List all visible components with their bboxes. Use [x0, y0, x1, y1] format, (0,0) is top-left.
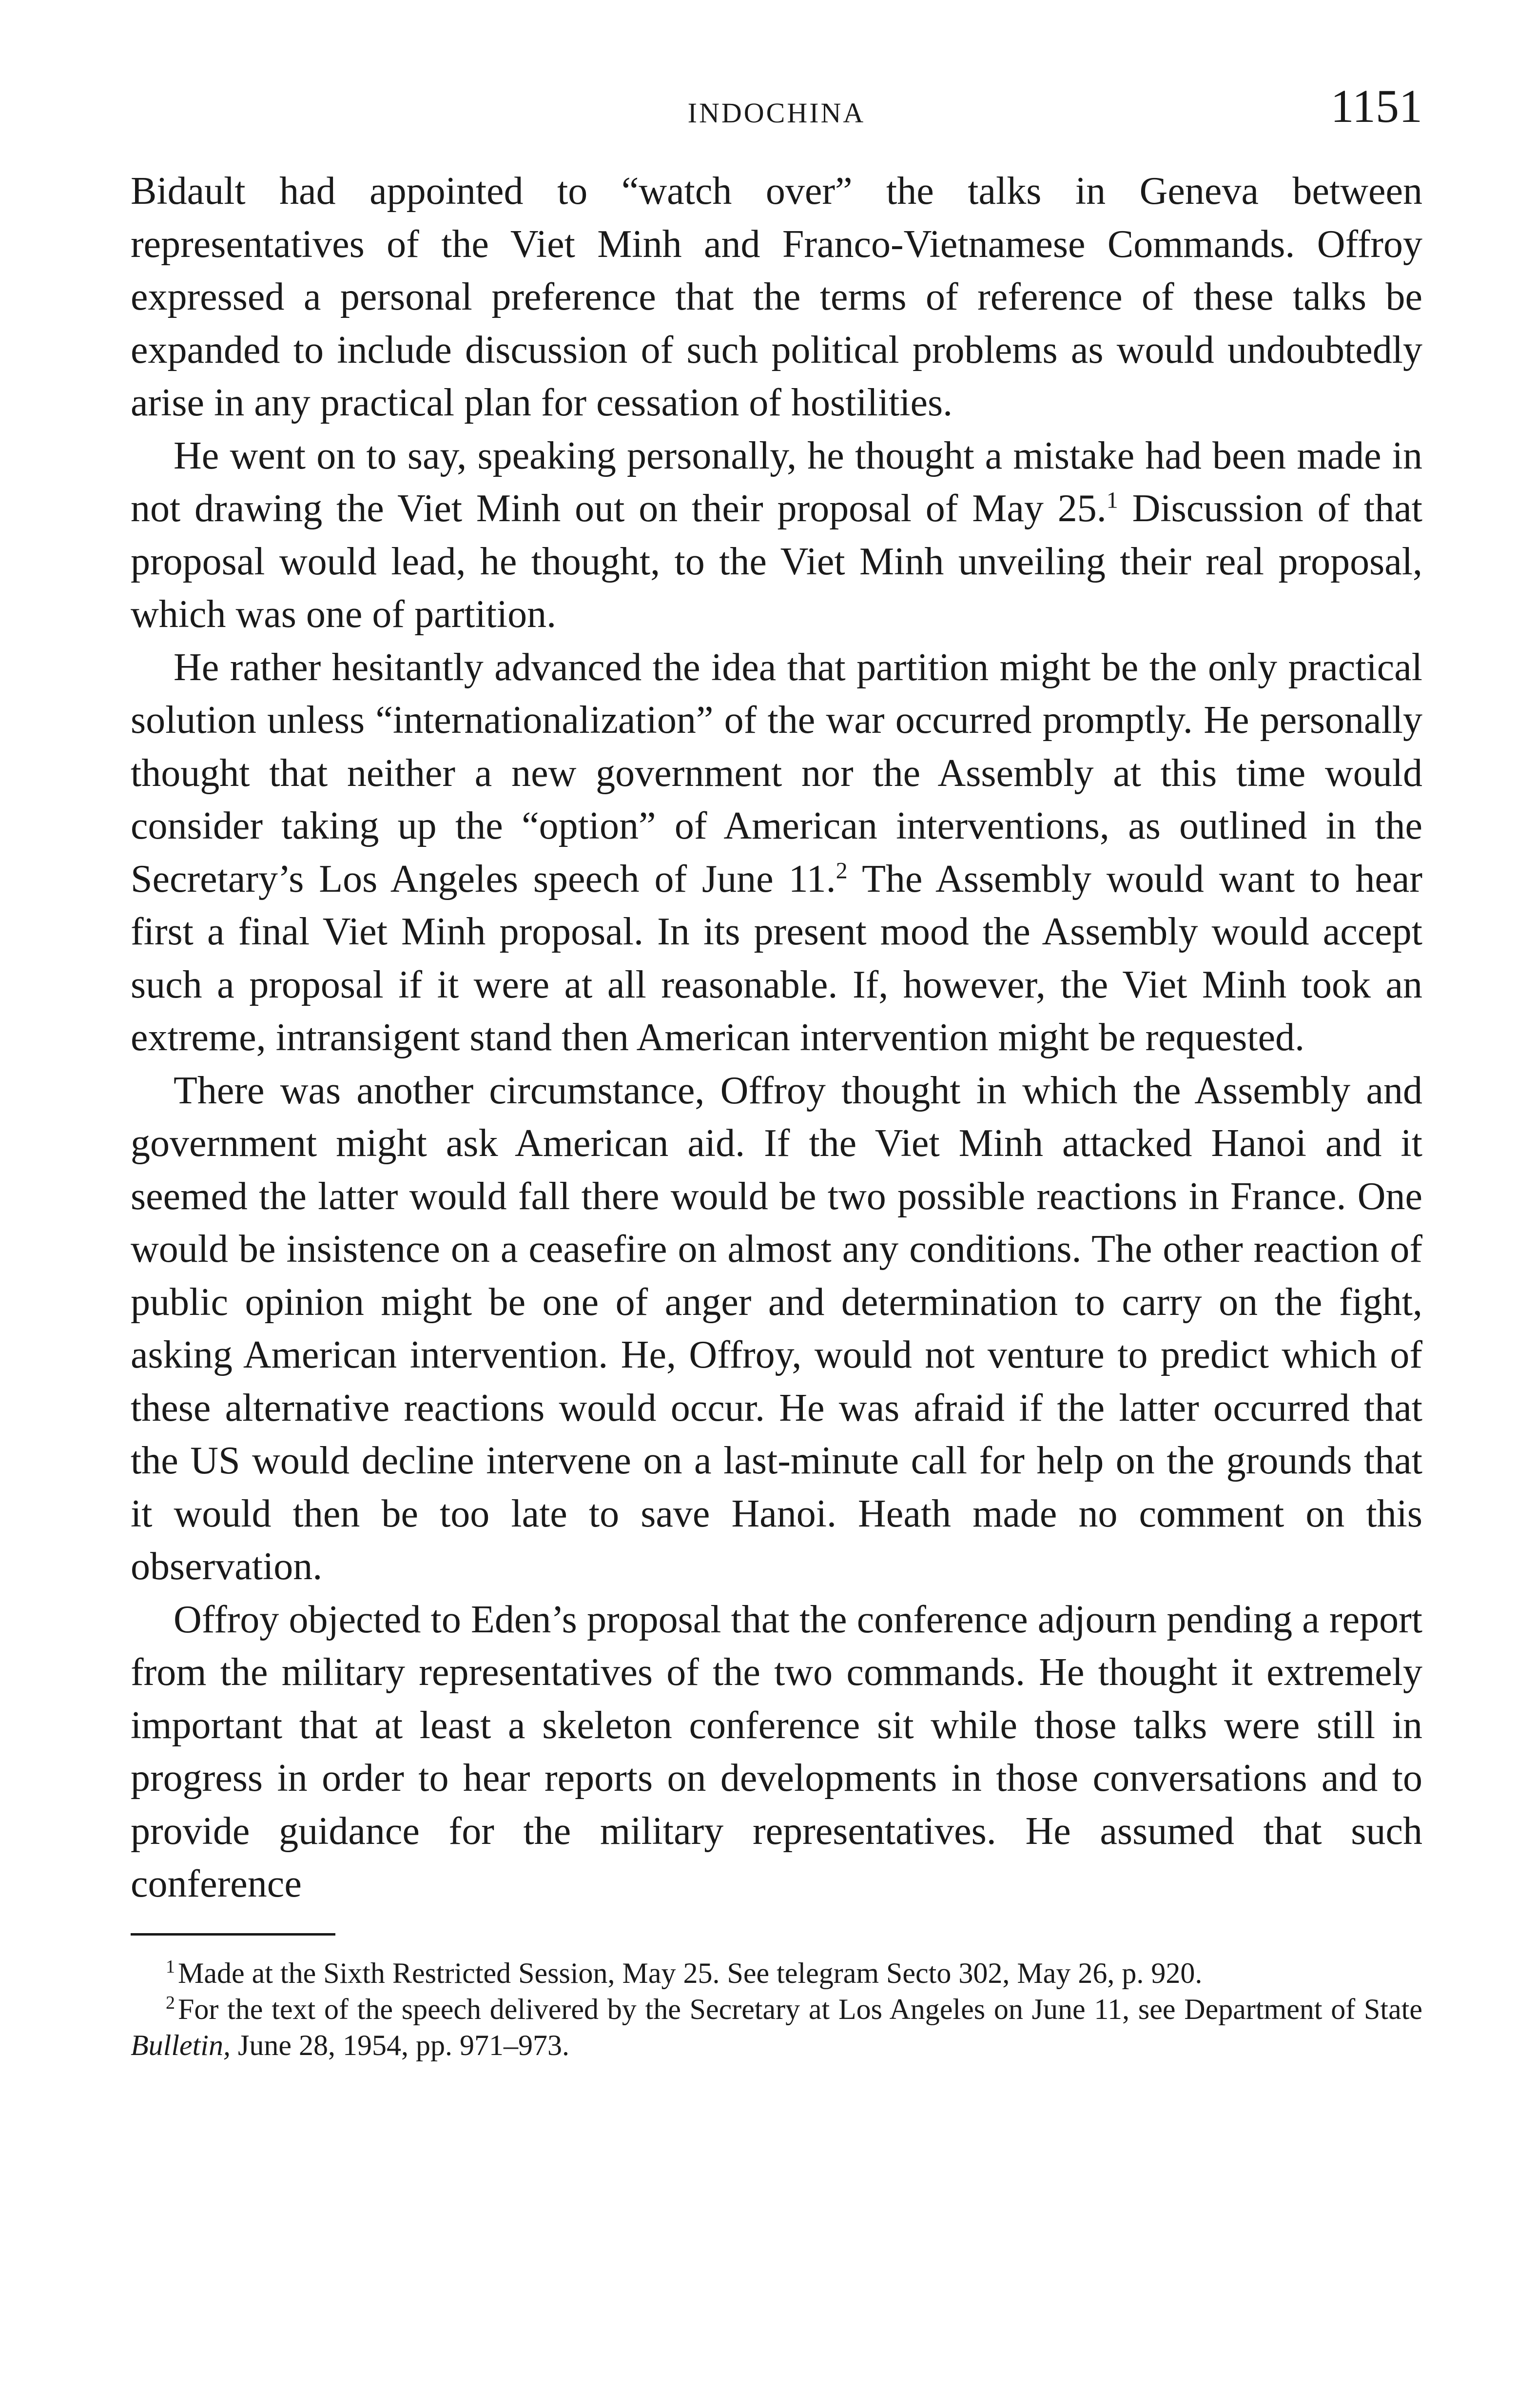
footnote-divider — [131, 1933, 335, 1936]
footnote-2-marker: 2 — [166, 1992, 175, 2013]
paragraph-2-text-a: He went on to say, speaking personally, he thought a mistake had been made in not drawing the Viet Minh out on their proposal of May 25. — [131, 434, 1422, 530]
footnote-1-text: Made at the Sixth Restricted Session, May 25. See telegram Secto 302, May 26, p. 920. — [178, 1957, 1203, 1989]
paragraph-4-text: There was another circumstance, Offroy thought in which the Assembly and government might ask American aid. If the Viet Minh attacked Hanoi and it seemed the latter would fall there would be two possible reactions in France. One would be insistence on a ceasefire on almost any conditions. The other reaction of public opinion might be one of anger and determination to carry on the fight, asking American intervention. He, Offroy, would not venture to predict which of these alternative reactions would occur. He was afraid if the latter occurred that the US would decline intervene on a last-minute call for help on the grounds that it would then be too late to save Hanoi. Heath made no comment on this observation. — [131, 1069, 1422, 1588]
footnote-1 — [131, 1955, 1422, 1991]
running-title: INDOCHINA — [687, 97, 866, 129]
paragraph-5-text: Offroy objected to Eden’s proposal that the conference adjourn pending a report from the military representatives of the two commands. He thought it extremely important that at least a skeleton conference sit while those talks were still in progress in order to hear reports on developments in those conversations and to provide guidance for the military representatives. He assumed that such conference — [131, 1598, 1422, 1905]
footnote-2-text-a: For the text of the speech delivered by the Secretary at Los Angeles on June 11, see Department of State — [178, 1993, 1422, 2025]
footnote-reference-1[interactable]: 1 — [1106, 487, 1118, 513]
paragraph-2-text-b: Discussion of that proposal would lead, he thought, to the Viet Minh unveiling their real proposal, which was one of partition. — [131, 487, 1423, 636]
page-number: 1151 — [1330, 80, 1422, 132]
paragraph-5 — [131, 1593, 1422, 1911]
paragraph-3 — [131, 641, 1422, 1064]
footnote-1-marker: 1 — [166, 1956, 175, 1977]
footnote-reference-2[interactable]: 2 — [836, 857, 848, 883]
footnote-2 — [131, 1991, 1422, 2063]
running-header — [131, 80, 1422, 141]
paragraph-1-text: Bidault had appointed to “watch over” the talks in Geneva between representatives of the Viet Minh and Franco-Vietnamese Commands. Offroy expressed a personal preference that the terms of reference of these talks be expanded to include discussion of such political problems as would undoubtedly arise in any practical plan for cessation of hostilities. — [131, 170, 1422, 424]
paragraph-2 — [131, 430, 1422, 641]
body-text — [131, 165, 1422, 1911]
document-page — [131, 80, 1423, 2063]
paragraph-1 — [131, 165, 1422, 430]
footnotes — [131, 1955, 1422, 2063]
paragraph-3-text-a: He rather hesitantly advanced the idea that partition might be the only practical solution unless “internationalization” of the war occurred promptly. He personally thought that neither a new government nor the Assembly at this time would consider taking up the “option” of American interventions, as outlined in the Secretary’s Los Angeles speech of June 11. — [131, 646, 1422, 901]
paragraph-3-text-b: The Assembly would want to hear first a final Viet Minh proposal. In its present mood the Assembly would accept such a proposal if it were at all reasonable. If, however, the Viet Minh took an extreme, intransigent stand then American intervention might be requested. — [131, 857, 1422, 1059]
footnote-2-text-b: June 28, 1954, pp. 971–973. — [230, 2029, 569, 2061]
paragraph-4 — [131, 1064, 1422, 1593]
footnote-2-italic-title: Bulletin, — [131, 2029, 231, 2061]
